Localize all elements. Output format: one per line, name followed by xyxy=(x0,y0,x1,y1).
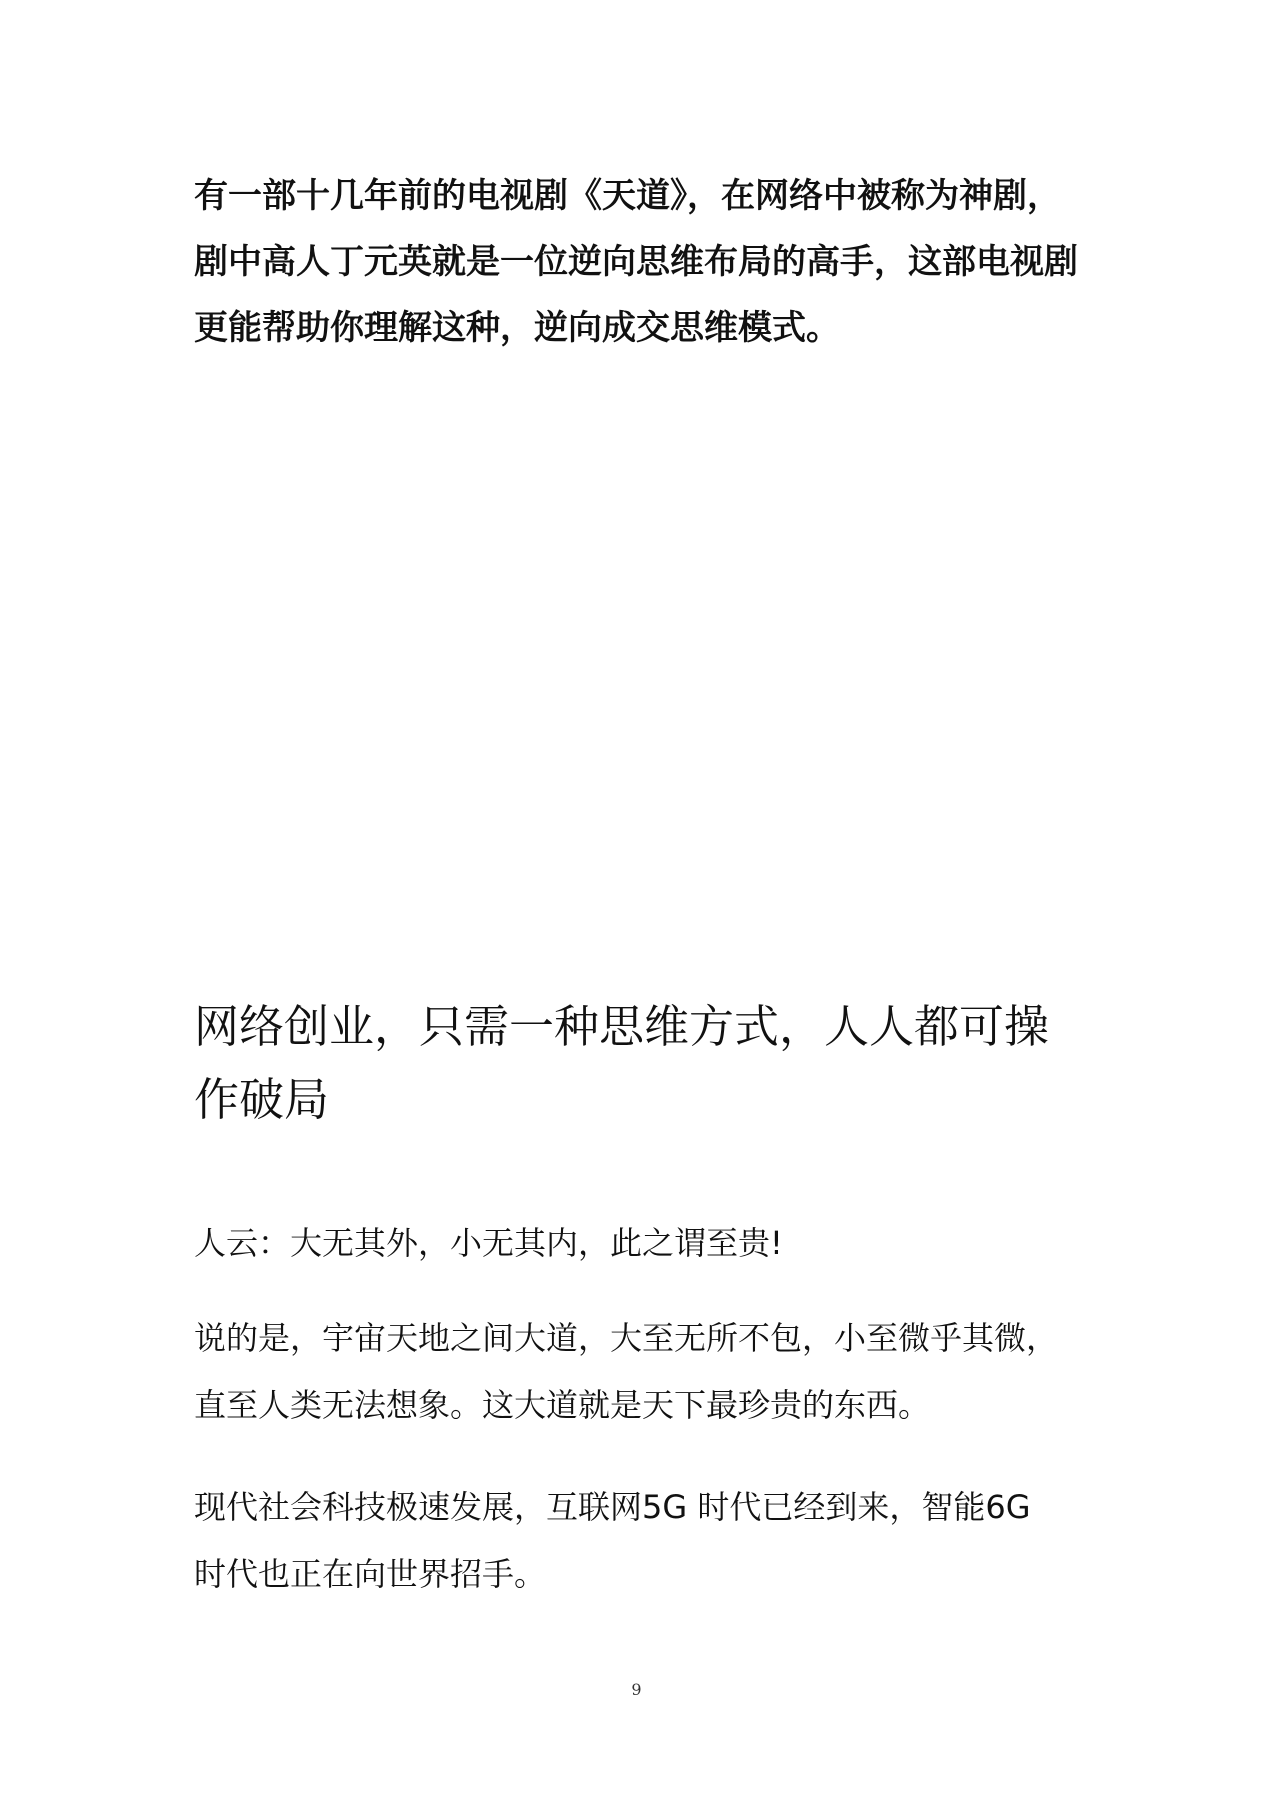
intro-line: 更能帮助你理解这种，逆向成交思维模式。 xyxy=(194,308,840,348)
paragraph-line: 时代也正在向世界招手。 xyxy=(194,1555,547,1593)
paragraph-line: 现代社会科技极速发展，互联网5G 时代已经到来，智能6G xyxy=(194,1488,1031,1526)
section-heading-line: 作破局 xyxy=(194,1073,330,1126)
section-heading xyxy=(194,990,1094,1136)
body-paragraph xyxy=(194,1474,1094,1608)
intro-line: 剧中高人丁元英就是一位逆向思维布局的高手，这部电视剧 xyxy=(194,242,1078,282)
body-paragraph xyxy=(194,1305,1094,1439)
body-paragraph xyxy=(194,1210,1094,1277)
intro-paragraph xyxy=(194,163,1094,361)
paragraph-line: 人云：大无其外，小无其内，此之谓至贵! xyxy=(194,1224,783,1262)
paragraph-line: 直至人类无法想象。这大道就是天下最珍贵的东西。 xyxy=(194,1386,931,1424)
page-number: 9 xyxy=(631,1680,642,1699)
paragraph-line: 说的是，宇宙天地之间大道，大至无所不包，小至微乎其微， xyxy=(194,1319,1059,1357)
intro-line: 有一部十几年前的电视剧《天道》，在网络中被称为神剧， xyxy=(194,176,1061,216)
section-heading-line: 网络创业，只需一种思维方式，人人都可操 xyxy=(194,1000,1050,1053)
